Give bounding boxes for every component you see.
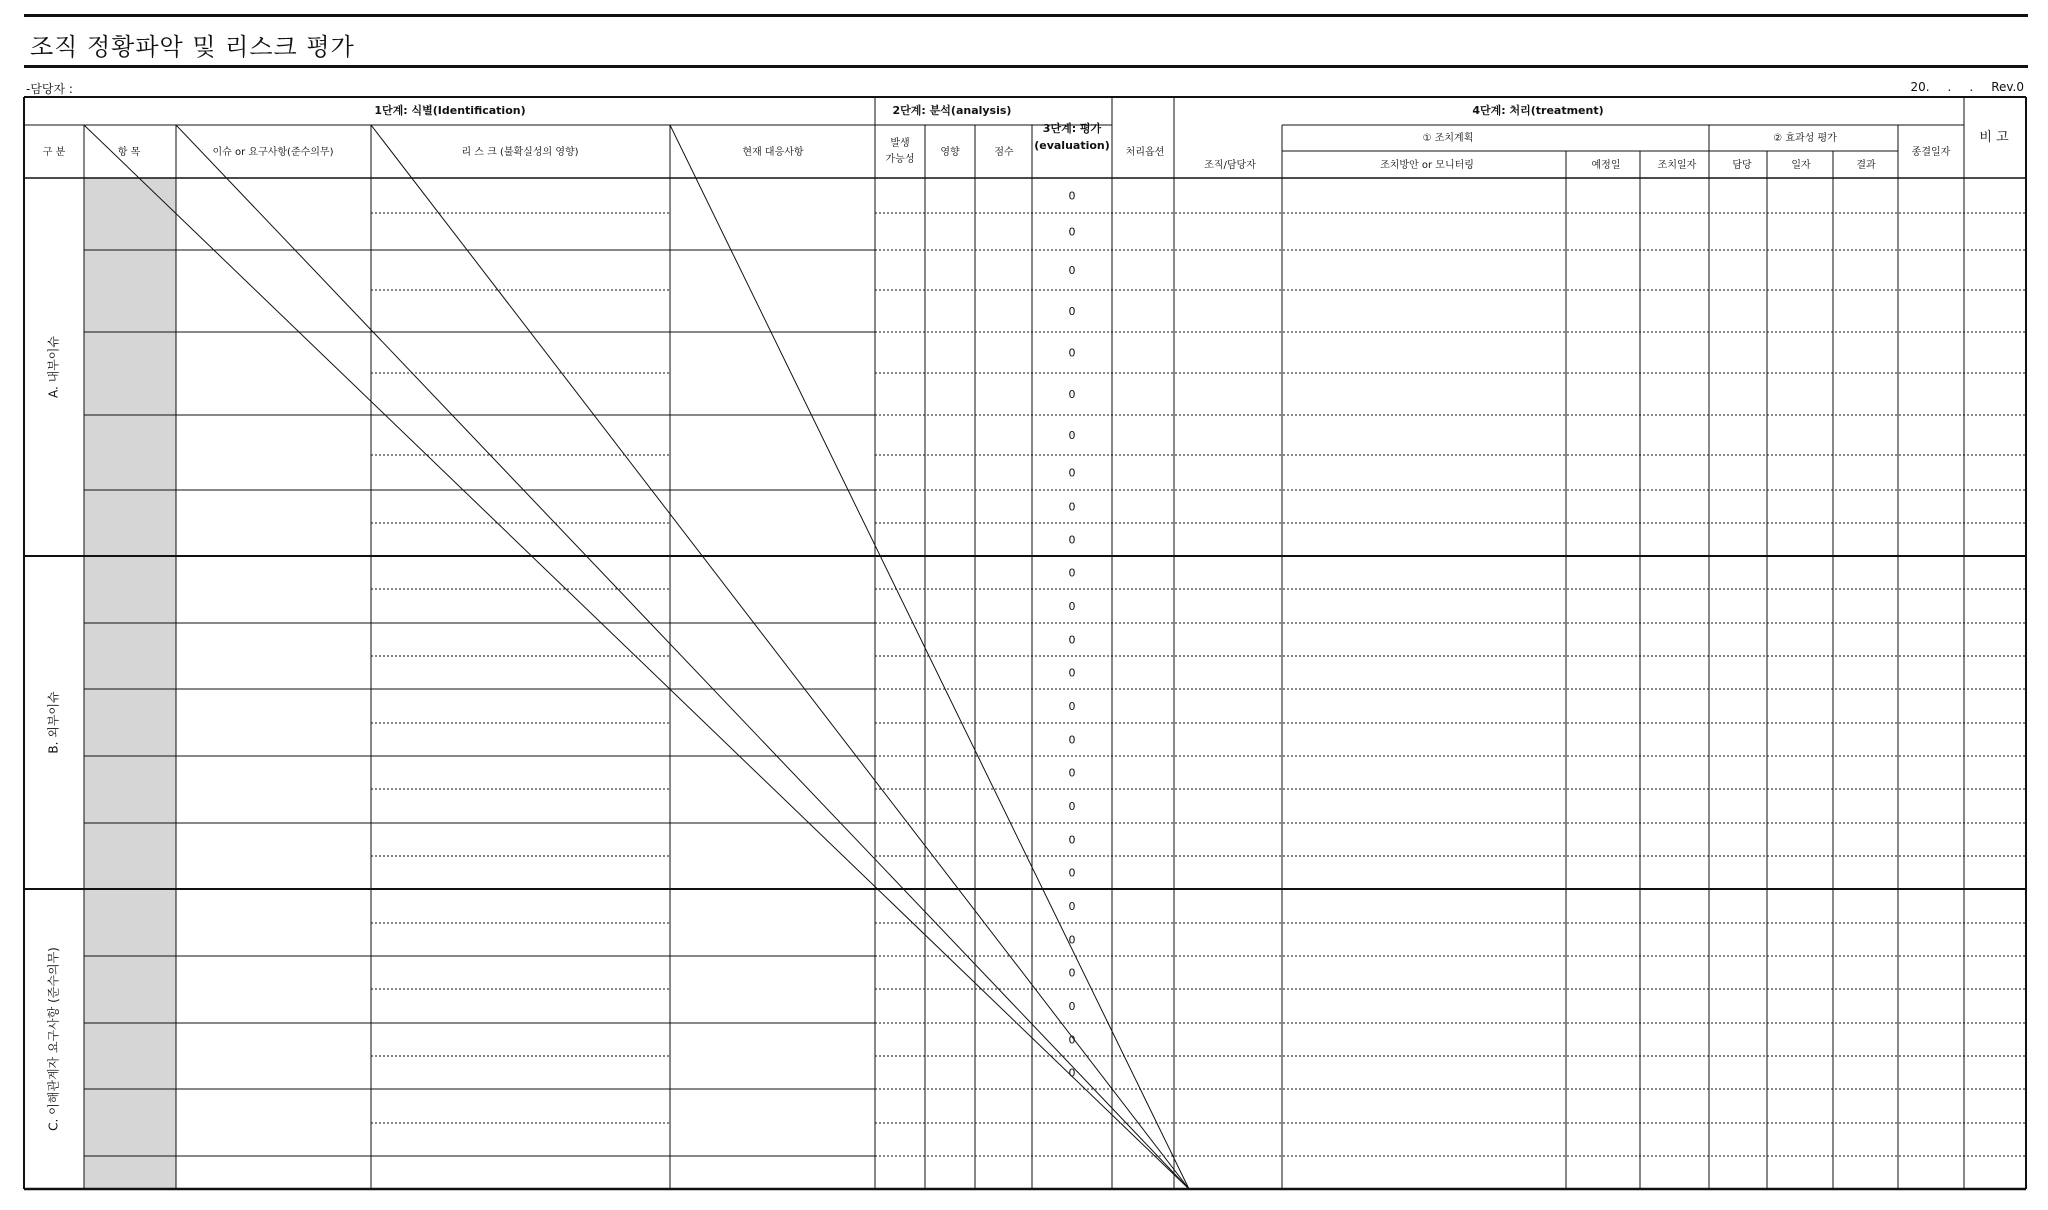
- stage3-header-line2: (evaluation): [1034, 139, 1110, 152]
- score-cell: 0: [1068, 1066, 1076, 1080]
- col-eval-owner: 담당: [1732, 160, 1752, 171]
- remarks-header: 비 고: [1979, 130, 2009, 145]
- col-impact: 영향: [940, 147, 960, 158]
- score-cell: 0: [1068, 966, 1076, 980]
- score-cell: 0: [1068, 388, 1076, 401]
- col-effectiveness: ② 효과성 평가: [1773, 133, 1837, 144]
- score-cell: 0: [1068, 833, 1076, 847]
- score-cell: 0: [1068, 766, 1076, 780]
- col-org-owner: 조직/담당자: [1204, 160, 1256, 171]
- score-cell: 0: [1068, 264, 1076, 277]
- col-action-date: 조치일자: [1657, 160, 1697, 171]
- score-cell: 0: [1068, 866, 1076, 880]
- date-year: 20.: [1910, 80, 1930, 94]
- manager-label: -담당자 :: [26, 82, 73, 96]
- score-cell: 0: [1068, 346, 1076, 360]
- score-cell: 0: [1068, 600, 1076, 613]
- col-closing-date: 종결일자: [1911, 147, 1951, 158]
- score-cell: 0: [1068, 633, 1076, 647]
- stage2-header: 2단계: 분석(analysis): [892, 104, 1012, 117]
- col-item: 항 목: [117, 147, 141, 158]
- col-result: 결과: [1856, 160, 1876, 171]
- col-eval-date: 일자: [1791, 160, 1811, 171]
- col-likelihood-2: 가능성: [885, 154, 915, 165]
- col-category: 구 분: [42, 147, 66, 158]
- col-likelihood-1: 발생: [890, 138, 910, 149]
- score-cell: 0: [1068, 1033, 1076, 1047]
- score-cell: 0: [1068, 533, 1076, 547]
- col-method: 조치방안 or 모니터링: [1380, 160, 1474, 171]
- date-dot-1: .: [1947, 80, 1952, 94]
- page-title: 조직 정황파악 및 리스크 평가: [30, 33, 355, 61]
- col-issue: 이슈 or 요구사항(준수의무): [212, 147, 334, 158]
- revision-label: Rev.0: [1991, 80, 2024, 94]
- score-cell: 0: [1068, 800, 1076, 813]
- score-cell: 0: [1068, 900, 1076, 913]
- score-cell: 0: [1068, 305, 1076, 318]
- section-label: B. 외부이슈: [46, 691, 61, 754]
- col-score: 점수: [994, 147, 1014, 158]
- score-cell: 0: [1068, 933, 1076, 947]
- score-cell: 0: [1068, 500, 1076, 514]
- col-planned-date: 예정일: [1591, 160, 1621, 171]
- section-label: C. 이해관계자 요구사항 (준수의무): [46, 947, 61, 1131]
- date-dot-2: .: [1969, 80, 1974, 94]
- col-risk: 리 스 크 (불확실성의 영향): [461, 147, 579, 158]
- stage4-header: 4단계: 처리(treatment): [1472, 104, 1604, 117]
- score-cell: 0: [1068, 189, 1076, 203]
- score-cell: 0: [1068, 733, 1076, 747]
- score-cell: 0: [1068, 1000, 1076, 1013]
- score-cell: 0: [1068, 666, 1076, 680]
- col-action-plan: ① 조치계획: [1422, 133, 1474, 144]
- col-treatment-option: 처리옵션: [1125, 147, 1165, 158]
- col-current: 현재 대응사항: [742, 147, 804, 158]
- section-label: A. 내부이슈: [46, 336, 61, 398]
- score-cell: 0: [1068, 225, 1076, 239]
- score-cell: 0: [1068, 566, 1076, 580]
- score-cell: 0: [1068, 466, 1076, 480]
- score-cell: 0: [1068, 700, 1076, 713]
- score-cell: 0: [1068, 429, 1076, 442]
- stage3-header-line1: 3단계: 평가: [1042, 122, 1102, 135]
- stage1-header: 1단계: 식별(Identification): [374, 104, 526, 117]
